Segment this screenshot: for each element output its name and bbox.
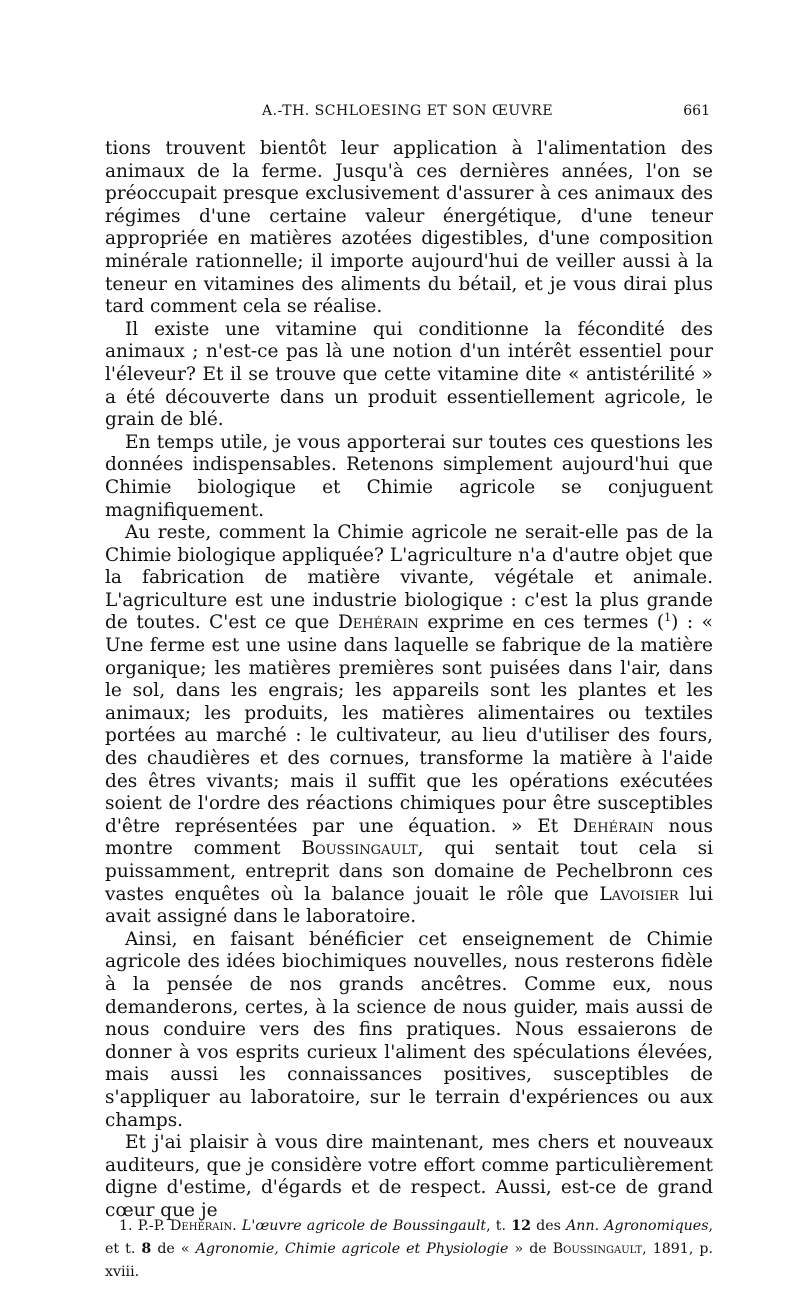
paragraph-2: Il existe une vitamine qui conditionne la fécondité des animaux ; n'est-ce pas là une notion d'un intérêt essentiel pour l'éleveur? Et il se trouve que cette vitamine dite « antistérilité » a été découverte dans un produit essentiellement agricole, le grain de blé. bbox=[105, 318, 713, 431]
footnote-reference: 1 bbox=[664, 611, 672, 625]
page-number: 661 bbox=[683, 103, 710, 119]
paragraph-4-text-f: lui avait assigné dans le laboratoire. bbox=[105, 883, 713, 928]
paragraph-5: Ainsi, en faisant bénéficier cet enseignement de Chimie agricole des idées biochimiques nouvelles, nous resterons fidèle à la pensée de nos grands ancêtres. Comme eux, nous demanderons, certes, à la science de nous guider, mais aussi de nous conduire vers des fins pratiques. Nous essaierons de donner à vos esprits curieux l'aliment des spéculations élevées, mais aussi les connaissances positives, susceptibles de s'appliquer au laboratoire, sur le terrain d'expériences ou aux champs. bbox=[105, 928, 713, 1131]
footnote-name-boussingault: Boussingault bbox=[552, 1241, 643, 1257]
footnote-text-4: de « bbox=[151, 1241, 196, 1257]
footnote-work-title: L'œuvre agricole de Boussingault bbox=[241, 1218, 487, 1234]
paragraph-4-text-d: nous montre comment bbox=[105, 815, 714, 860]
footnote-volume-1: 12 bbox=[511, 1218, 531, 1234]
body-text bbox=[105, 138, 713, 1223]
footnote-journal: Ann. Agronomiques bbox=[566, 1218, 709, 1234]
footnote-text-3: , et t. bbox=[105, 1218, 713, 1257]
footnote bbox=[105, 1215, 713, 1284]
footnote-text-6: , 1891, p. xviii. bbox=[105, 1241, 713, 1280]
running-head bbox=[105, 103, 710, 125]
paragraph-3: En temps utile, je vous apporterai sur toutes ces questions les données indispensables. Retenons simplement aujourd'hui que Chimie biologique et Chimie agricole se conjuguent magnifiquement. bbox=[105, 431, 713, 521]
author-name-lavoisier: Lavoisier bbox=[599, 883, 679, 905]
footnote-volume-2: 8 bbox=[141, 1241, 152, 1257]
paragraph-4-text-e: , qui sentait tout cela si puissamment, entreprit dans son domaine de Pechelbronn ces vastes enquêtes où la balance jouait le rôle que bbox=[105, 838, 714, 905]
paragraph-4-text-c: ) : « Une ferme est une usine dans laquelle se fabrique de la matière organique; les matières premières sont puisées dans l'air, dans le sol, dans les engrais; les appareils sont les plantes et les animaux; les produits, les matières alimentaires ou textiles portées au marché : le cultivateur, au lieu d'utiliser des fours, des chaudières et des cornues, transforme la matière à l'aide des êtres vivants; mais il suffit que les opérations exécutées soient de l'ordre des réactions chimiques pour être susceptibles d'être représentées par une équation. » Et bbox=[105, 612, 713, 837]
footnote-text-5: » de bbox=[508, 1241, 553, 1257]
paragraph-6: Et j'ai plaisir à vous dire maintenant, mes chers et nouveaux auditeurs, que je considère votre effort comme particulièrement digne d'estime, d'égards et de respect. Aussi, est-ce de grand cœur que je bbox=[105, 1132, 713, 1221]
author-name-deherain-2: Dehérain bbox=[572, 815, 654, 837]
footnote-text-2: des bbox=[530, 1218, 567, 1234]
footnote-text-1: , t. bbox=[486, 1218, 512, 1234]
paragraph-4-text-a: Au reste, comment la Chimie agricole ne serait-elle pas de la Chimie biologique appliquée? L'agriculture n'a d'autre objet que la fabrication de matière vivante, végétale et animale. L'agriculture est une industrie biologique : c'est la plus grande de toutes. C'est ce que bbox=[105, 522, 713, 634]
paragraph-4 bbox=[105, 522, 713, 929]
paragraph-1: tions trouvent bientôt leur application à l'alimentation des animaux de la ferme. Jusqu'à ces dernières années, l'on se préoccupait presque exclusivement d'assurer à ces animaux des régimes d'une certaine valeur énergétique, d'une teneur appropriée en matières azotées digestibles, d'une composition minérale rationnelle; il importe aujourd'hui de veiller aussi à la teneur en vitamines des aliments du bétail, et je vous dirai plus tard comment cela se réalise. bbox=[105, 138, 713, 318]
author-name-deherain: Dehérain bbox=[337, 612, 419, 634]
author-name-boussingault: Boussingault bbox=[301, 838, 418, 860]
footnote-book-title: Agronomie, Chimie agricole et Physiologie bbox=[195, 1241, 509, 1257]
footnote-author: P.-P. Dehérain. bbox=[137, 1218, 237, 1234]
running-title: A.-TH. SCHLOESING ET SON ŒUVRE bbox=[261, 103, 554, 119]
paragraph-4-text-b: exprime en ces termes ( bbox=[418, 612, 665, 634]
footnote-number: 1. bbox=[119, 1218, 133, 1234]
